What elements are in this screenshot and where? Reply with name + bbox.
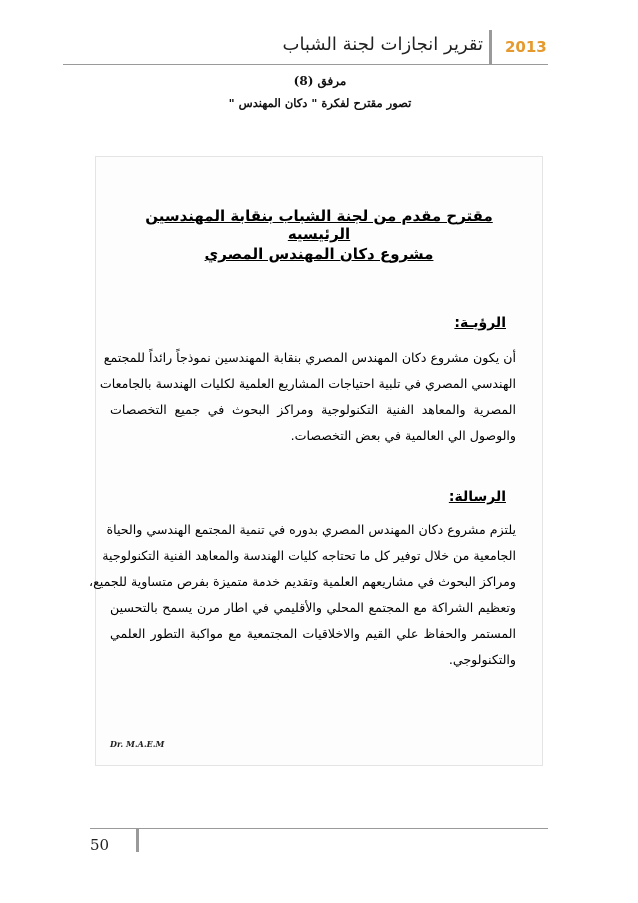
vision-paragraph xyxy=(99,345,516,449)
vision-line: أن يكون مشروع دكان المهندس المصري بنقابة المهندسين نموذجاً رائداً للمجتمع xyxy=(103,350,516,365)
vision-line: الهندسي المصري في تلبية احتياجات المشاريع العلمية لكليات الهندسة بالجامعات xyxy=(99,376,516,391)
header-title: تقرير انجازات لجنة الشباب xyxy=(282,34,483,55)
vision-line: المصرية والمعاهد الفنية التكنولوجية ومراكز البحوث في جميع التخصصات xyxy=(110,402,516,417)
mission-line: وتعظيم الشراكة مع المجتمع المحلي والأقليمي في اطار مرن يسمح بالتحسين xyxy=(110,600,516,615)
header-rule xyxy=(63,64,548,65)
annex-caption: تصور مقترح لفكرة " دكان المهندس " xyxy=(228,96,412,110)
mission-heading: الرسالة: xyxy=(448,489,506,505)
document-subtitle: مشروع دكان المهندس المصري xyxy=(204,245,434,263)
footer-rule xyxy=(90,828,548,829)
mission-line: الجامعية من خلال توفير كل ما تحتاجه كليات الهندسة والمعاهد الفنية التكنولوجية xyxy=(102,548,516,563)
vision-line: والوصول الي العالمية في بعض التخصصات. xyxy=(290,428,516,443)
vision-heading: الرؤيـة: xyxy=(454,315,506,331)
footer-divider xyxy=(136,828,139,852)
mission-paragraph xyxy=(89,517,516,673)
mission-line: المستمر والحفاظ علي القيم والاخلاقيات المجتمعية مع مواكبة التطور العلمي xyxy=(110,626,516,641)
mission-line: ومراكز البحوث في مشاريعهم العلمية وتقديم خدمة متميزة بفرص متساوية للجميع، xyxy=(89,574,516,589)
page-number: 50 xyxy=(90,836,110,854)
header-divider xyxy=(489,30,492,64)
header-year: 2013 xyxy=(505,38,547,56)
document-title: مقترح مقدم من لجنة الشباب بنقابة المهندسين الرئيسيه xyxy=(145,207,493,243)
annex-label: مرفق (8) xyxy=(293,74,347,88)
scanned-document-image xyxy=(89,156,543,766)
mission-line: والتكنولوجي. xyxy=(448,652,516,667)
signature: Dr. M.A.E.M xyxy=(110,739,165,749)
mission-line: يلتزم مشروع دكان المهندس المصري بدوره في تنمية المجتمع الهندسي والحياة xyxy=(106,522,516,537)
